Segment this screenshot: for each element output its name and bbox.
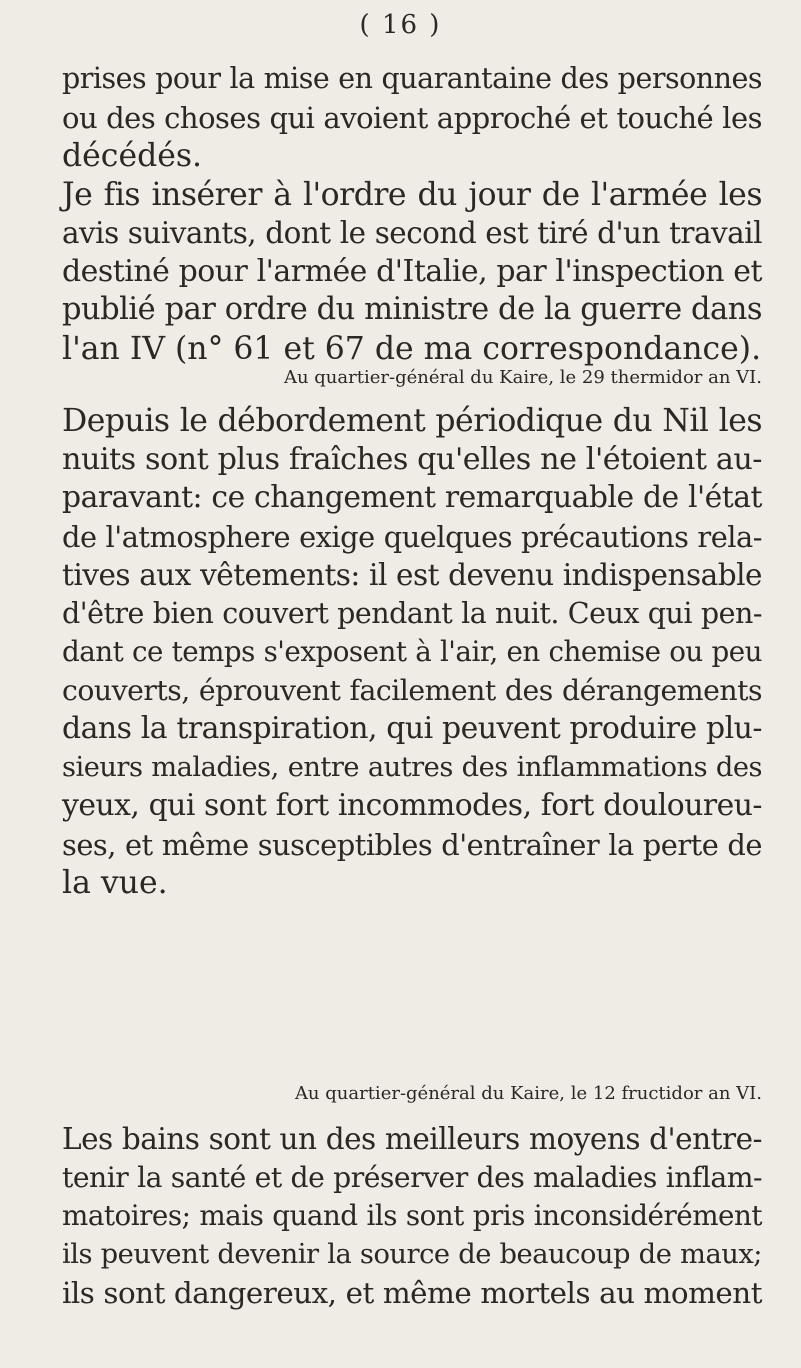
text-line: tenir la santé et de préserver des maladies inflam- bbox=[62, 1160, 762, 1194]
page-number: ( 16 ) bbox=[359, 10, 442, 40]
text-line: Les bains sont un des meilleurs moyens d'entre- bbox=[62, 1122, 762, 1156]
text-line: ils peuvent devenir la source de beaucoup de maux; bbox=[62, 1238, 762, 1270]
text-line: sieurs maladies, entre autres des inflammations des bbox=[62, 751, 762, 783]
text-line: couverts, éprouvent facilement des dérangements bbox=[62, 673, 762, 707]
text-line: dant ce temps s'exposent à l'air, en chemise ou peu bbox=[62, 635, 762, 668]
text-line: décédés. bbox=[62, 138, 203, 174]
paragraph-nile-nights bbox=[62, 402, 762, 903]
text-line: tives aux vêtements: il est devenu indispensable bbox=[62, 558, 762, 592]
dateline-fructidor: Au quartier-général du Kaire, le 12 fructidor an VI. bbox=[294, 1083, 762, 1104]
text-line: prises pour la mise en quarantaine des personnes bbox=[62, 62, 762, 95]
text-line: nuits sont plus fraîches qu'elles ne l'étoient au- bbox=[62, 441, 762, 477]
text-line: Je fis insérer à l'ordre du jour de l'armée les bbox=[62, 176, 762, 213]
text-line: destiné pour l'armée d'Italie, par l'inspection et bbox=[62, 253, 762, 289]
text-line: ses, et même susceptibles d'entraîner la perte de bbox=[62, 827, 762, 862]
paragraph-baths bbox=[62, 1120, 762, 1313]
paragraph-quarantine bbox=[62, 60, 762, 368]
text-line: Depuis le débordement périodique du Nil les bbox=[62, 403, 762, 439]
text-line: d'être bien couvert pendant la nuit. Ceux qui pen- bbox=[62, 596, 762, 630]
dateline-thermidor: Au quartier-général du Kaire, le 29 thermidor an VI. bbox=[283, 367, 762, 388]
text-line: ils sont dangereux, et même mortels au moment bbox=[62, 1276, 762, 1310]
text-line: la vue. bbox=[62, 865, 168, 901]
text-line: de l'atmosphere exige quelques précautions rela- bbox=[62, 519, 762, 554]
text-line: ou des choses qui avoient approché et touché les bbox=[62, 100, 762, 135]
text-line: paravant: ce changement remarquable de l'état bbox=[62, 480, 762, 515]
text-line: matoires; mais quand ils sont pris inconsidérément bbox=[62, 1199, 762, 1232]
text-line: l'an IV (n° 61 et 67 de ma correspondance). bbox=[62, 330, 762, 367]
text-line: publié par ordre du ministre de la guerre dans bbox=[62, 292, 762, 327]
text-line: avis suivants, dont le second est tiré d'un travail bbox=[62, 216, 762, 250]
text-line: yeux, qui sont fort incommodes, fort douloureu- bbox=[62, 788, 762, 823]
text-line: dans la transpiration, qui peuvent produire plu- bbox=[62, 711, 762, 746]
